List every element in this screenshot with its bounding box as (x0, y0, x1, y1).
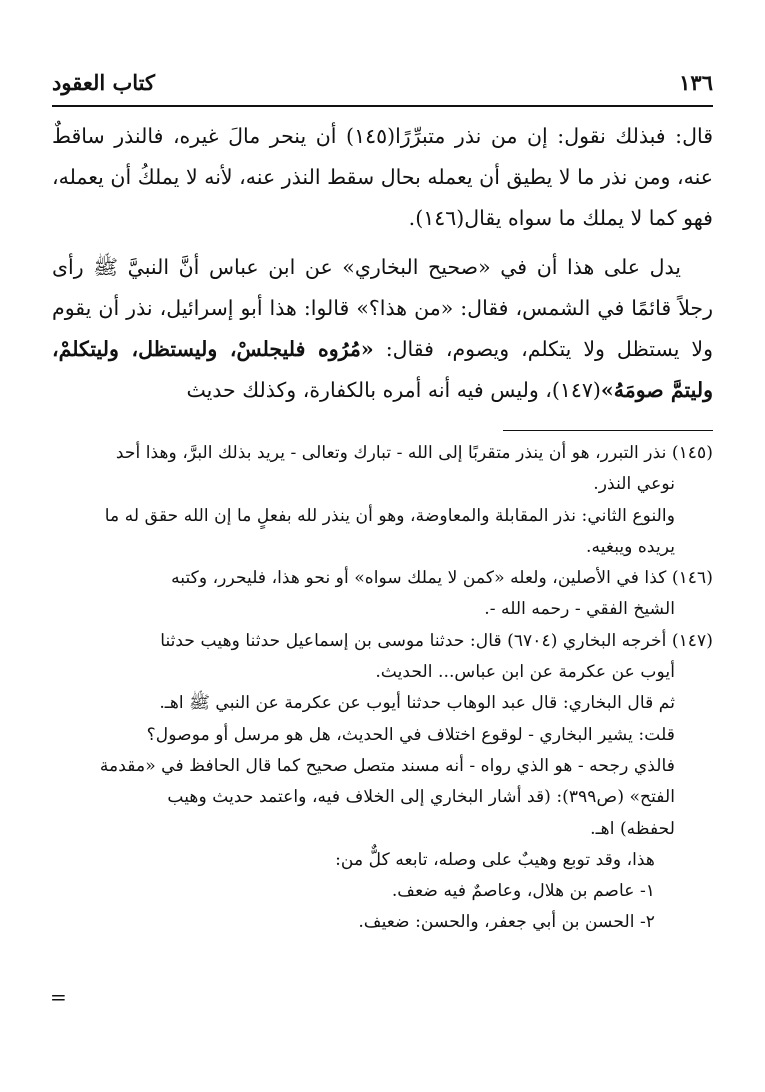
footnote-147-line1: (١٤٧) أخرجه البخاري (٦٧٠٤) قال: حدثنا موسى بن إسماعيل حدثنا وهيب حدثنا (160, 630, 713, 651)
footnote-147-line7: لحفظه) اهـ. (590, 818, 675, 839)
chapter-title: كتاب العقود (52, 70, 156, 95)
footnotes (50, 438, 713, 939)
footnote-147-line10: ٢- الحسن بن أبي جعفر، والحسن: ضعيف. (358, 912, 655, 933)
footnote-146-line1: (١٤٦) كذا في الأصلين، ولعله «كمن لا يملك سواه» أو نحو هذا، فليحرر، وكتبه (171, 568, 713, 589)
footnote-147-line8: هذا، وقد توبع وهيبٌ على وصله، تابعه كلٌّ من: (335, 849, 655, 870)
paragraph-2 (52, 247, 713, 411)
footnote-147-line6: الفتح» (ص٣٩٩): (قد أشار البخاري إلى الخلاف فيه، واعتمد حديث وهيب (167, 787, 675, 808)
continuation-mark: = (50, 985, 67, 1009)
running-header (52, 70, 713, 104)
footnote-147-line2: أيوب عن عكرمة عن ابن عباس... الحديث. (375, 662, 675, 683)
paragraph-2-end: (١٤٧)، وليس فيه أنه أمره بالكفارة، وكذلك حديث (186, 378, 601, 402)
header-rule (52, 105, 713, 107)
footnote-145-line3: والنوع الثاني: نذر المقابلة والمعاوضة، وهو أن ينذر لله بفعلٍ ما إن الله حقق له ما (104, 505, 675, 526)
paragraph-1: قال: فبذلك نقول: إن من نذر متبرِّرًا(١٤٥) أن ينحر مالَ غيره، فالنذر ساقطٌ عنه، ومن نذر ما لا يطيق أن يعمله بحال سقط النذر عنه، لأنه لا يملكُ أن يعمله، فهو كما لا يملك ما سواه يقال(١٤٦). (52, 124, 714, 230)
footnote-147-line9: ١- عاصم بن هلال، وعاصمٌ فيه ضعف. (391, 881, 655, 902)
hadith-quote: «مُرُوه فليجلسْ، وليستظل، وليتكلمْ، وليتمَّ صومَهُ» (52, 337, 713, 402)
footnote-146-line2: الشيخ الفقي - رحمه الله -. (484, 599, 675, 620)
footnote-145-line1: (١٤٥) نذر التبرر، هو أن ينذر متقربًا إلى الله - تبارك وتعالى - يريد بذلك البرَّ، وهذا أحد (115, 443, 713, 463)
footnote-147-line3: ثم قال البخاري: قال عبد الوهاب حدثنا أيوب عن عكرمة عن النبي ﷺ اهـ. (159, 693, 675, 714)
paragraph-2-start: يدل على هذا أن في «صحيح البخاري» عن ابن عباس أنَّ النبيَّ ﷺ رأى رجلاً قائمًا في الشمس، فقال: «من هذا؟» قالوا: هذا أبو إسرائيل، نذر أن يقوم ولا يستظل ولا يتكلم، ويصوم، فقال: (52, 255, 713, 361)
footnote-145-line2: نوعي النذر. (593, 474, 675, 495)
footnote-147-line5: فالذي رجحه - هو الذي رواه - أنه مسند متصل صحيح كما قال الحافظ في «مقدمة (99, 755, 675, 776)
page-number: ١٣٦ (679, 70, 713, 95)
footnote-145-line4: يريده ويبغيه. (586, 536, 675, 557)
main-text (52, 116, 713, 411)
footnote-separator (503, 430, 713, 431)
footnote-147-line4: قلت: يشير البخاري - لوقوع اختلاف في الحديث، هل هو مرسل أو موصول؟ (146, 724, 675, 745)
